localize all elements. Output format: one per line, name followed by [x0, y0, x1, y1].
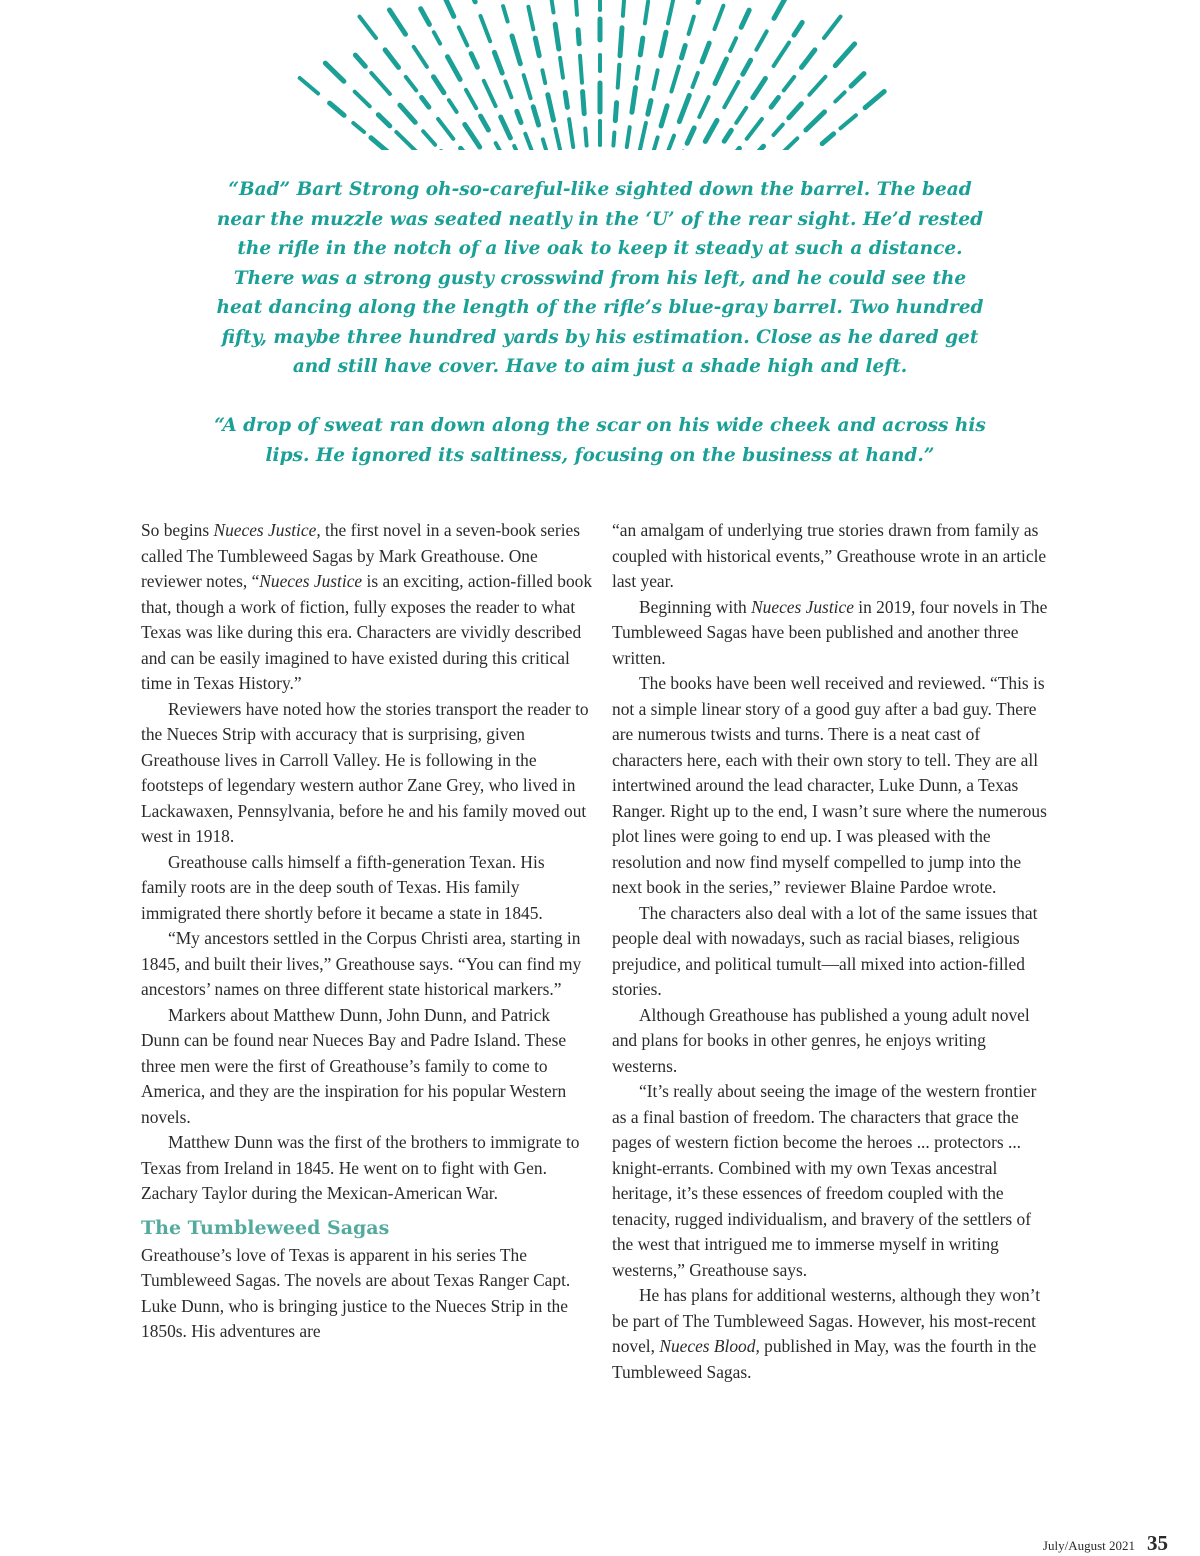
sunburst-ray-segment [353, 123, 364, 132]
sunburst-ray-segment [747, 119, 762, 139]
sunburst-ray-segment [806, 112, 825, 130]
sunburst-ray-segment [678, 152, 683, 161]
right-column [612, 518, 1052, 1385]
sunburst-ray-segment [434, 77, 444, 93]
sunburst-ray-segment [512, 36, 520, 64]
left-column [141, 518, 593, 1345]
body-paragraph: Although Greathouse has published a young adult novel and plans for books in other genres, he enjoys writing westerns. [612, 1004, 1030, 1076]
sunburst-ray-segment [481, 16, 491, 41]
sunburst-ray-segment [585, 129, 586, 146]
sunburst-ray-segment [448, 57, 461, 80]
sunburst-ray-segment [746, 146, 764, 160]
sunburst-ray-segment [661, 106, 667, 126]
sunburst-ray-segment [583, 92, 585, 114]
sunburst-ray-segment [724, 130, 731, 141]
sunburst-rays-icon [0, 0, 1200, 160]
sunburst-ray-segment [422, 98, 429, 108]
sunburst-ray-segment [560, 58, 563, 78]
body-paragraph: “an amalgam of underlying true stories drawn from family as coupled with historical events,” Greathouse wrote in an article last year. [612, 520, 1047, 591]
sunburst-ray-segment [552, 1, 554, 13]
book-title: Nueces Justice [259, 571, 363, 591]
sunburst-ray-segment [330, 103, 345, 115]
sunburst-ray-segment [542, 70, 545, 83]
sunburst-ray-segment [378, 115, 390, 126]
body-paragraph: Matthew Dunn was the first of the brothers to immigrate to Texas from Ireland in 1845. He went on to fight with Gen. Zachary Taylor during the Mexican-American War. [141, 1132, 580, 1203]
sunburst-ray-segment [715, 59, 726, 84]
body-paragraph: The characters also deal with a lot of the same issues that people deal with nowadays, such as racial biases, religious prejudice, and political tumult—all mixed into action-filled stories. [612, 902, 1038, 999]
pull-quote [212, 175, 988, 500]
sunburst-ray-segment [782, 138, 797, 153]
sunburst-ray-segment [533, 107, 538, 125]
sunburst-ray-segment [654, 70, 658, 89]
sunburst-ray-segment [565, 93, 567, 108]
body-paragraph: Beginning with Nueces Justice in 2019, four novels in The Tumbleweed Sagas have been published and another three written. [612, 596, 1048, 668]
sunburst-ray-segment [471, 54, 477, 68]
sunburst-ray-segment [687, 128, 694, 143]
body-paragraph: Greathouse calls himself a fifth-generation Texan. His family roots are in the deep south of Texas. His family immigrated there shortly before it became a state in 1845. [141, 851, 545, 923]
sunburst-ray-segment [789, 104, 802, 118]
sunburst-ray-segment [555, 24, 559, 49]
book-title: Nueces Justice [751, 596, 854, 617]
sunburst-ray-segment [496, 143, 510, 160]
book-title: Nueces Justice, [213, 520, 321, 540]
sunburst-ray-segment [465, 125, 480, 148]
sunburst-ray-segment [470, 0, 475, 2]
sunburst-ray-segment [693, 73, 698, 87]
sunburst-ray-segment [525, 134, 534, 157]
sunburst-ray-segment [555, 129, 560, 150]
sunburst-ray-segment [653, 137, 658, 152]
sunburst-ray-segment [623, 1, 624, 16]
sunburst-ray-segment [702, 43, 709, 62]
sunburst-ray-segment [724, 82, 738, 107]
sunburst-ray-segment [514, 146, 522, 160]
sunburst-ray-segment [615, 103, 616, 121]
sunburst-ray-segment [580, 56, 582, 83]
sunburst-ray-segment [753, 79, 766, 98]
sunburst-ray-segment [743, 60, 751, 74]
sunburst-ray-segment [690, 152, 699, 160]
sunburst-ray-segment [865, 92, 884, 108]
sunburst-ray-segment [698, 0, 705, 2]
sunburst-ray-segment [702, 154, 716, 160]
sunburst-ray-segment [423, 131, 435, 144]
issue-date: July/August 2021 [1042, 1538, 1135, 1553]
sunburst-ray-segment [809, 77, 825, 95]
sunburst-ray-segment [764, 159, 775, 160]
sunburst-ray-segment [613, 133, 614, 146]
sunburst-ray-segment [824, 17, 841, 38]
sunburst-ray-segment [548, 95, 554, 120]
sunburst-ray-segment [535, 38, 539, 56]
sunburst-ray-segment [441, 152, 450, 161]
sunburst-ray-segment [679, 95, 689, 121]
sunburst-ray-segment [528, 7, 533, 30]
sunburst-ray-segment [434, 32, 440, 43]
sunburst-ray-segment [466, 90, 476, 108]
sunburst-ray-segment [494, 52, 502, 73]
sunburst-ray-segment [841, 115, 856, 128]
sunburst-ray-segment [637, 67, 639, 79]
sunburst-ray-segment [517, 111, 521, 122]
sunburst-ray-segment [576, 0, 577, 15]
sunburst-ray-segment [406, 77, 416, 91]
sunburst-ray-segment [355, 55, 365, 66]
sunburst-ray-segment [640, 123, 646, 149]
sunburst-ray-segment [449, 100, 457, 112]
sunburst-ray-segment [627, 127, 630, 147]
sunburst-ray-segment [632, 88, 636, 113]
sunburst-ray-segment [682, 46, 686, 58]
book-title: Nueces Blood, [659, 1336, 760, 1356]
sunburst-ray-segment [421, 9, 430, 25]
sunburst-ray-segment [756, 31, 766, 49]
sunburst-ray-segment [705, 120, 717, 141]
sunburst-ray-segment [360, 17, 377, 38]
sunburst-ray-segment [666, 136, 674, 158]
sunburst-ray-segment [390, 10, 406, 34]
sunburst-ray-segment [484, 81, 496, 106]
sunburst-ray-segment [459, 27, 468, 45]
sunburst-ray-segment [671, 67, 679, 92]
sunburst-ray-segment [501, 117, 511, 138]
sunburst-ray-segment [524, 75, 531, 98]
page-number: 35 [1147, 1531, 1168, 1555]
sunburst-ray-segment [371, 138, 392, 155]
body-paragraph: Greathouse’s love of Texas is apparent in his series The Tumbleweed Sagas. The novels are about Texas Ranger Capt. Luke Dunn, who is bringing justice to the Nueces Strip in the 1850s. His adventures are [141, 1244, 571, 1341]
sunburst-ray-segment [385, 50, 398, 68]
sunburst-ray-segment [371, 73, 390, 94]
sunburst-ray-segment [730, 38, 736, 51]
sunburst-ray-segment [400, 105, 415, 122]
sunburst-ray-segment [741, 10, 749, 27]
pull-quote-paragraph-1: “Bad” Bart Strong oh-so-careful-like sighted down the barrel. The bead near the muzzle was seated neatly in the ‘U’ of the rear sight. He’d rested the rifle in the notch of a live oak to keep it steady at such a distance. There was a strong gusty crosswind from his left, and he could see the heat dancing along the length of the rifle’s blue-gray barrel. Two hundred fifty, maybe three hundred yards by his estimation. Close as he dared get and still have cover. Have to aim just a shade high and left. [216, 179, 984, 377]
sunburst-ray-segment [715, 6, 724, 29]
body-paragraph: “It’s really about seeing the image of the western frontier as a final bastion of freedom. The characters that grace the pages of western fiction become the heroes ... protectors ... knight-errants. Combined with my own Texas ancestral heritage, it’s these essences of freedom coupled with the tenacity, rugged individualism, and bravery of the settlers of the west that intrigued me to immerse myself in writing westerns,” Greathouse says. [612, 1081, 1037, 1280]
sunburst-ray-segment [699, 97, 708, 117]
sunburst-ray-segment [640, 38, 643, 55]
sunburst-ray-segment [774, 125, 783, 135]
sunburst-ray-segment [645, 2, 648, 24]
sunburst-ray-segment [569, 119, 573, 147]
sunburst-ray-segment [835, 92, 844, 101]
body-paragraph: So begins Nueces Justice, the first novel in a seven-book series called The Tumbleweed Sagas by Mark Greathouse. One reviewer notes, “Nueces Justice is an exciting, action-filled book that, though a work of fiction, fully exposes the reader to what Texas was like during this era. Characters are vividly described and can be easily imagined to have existed during this critical time in Texas History.” [141, 520, 593, 693]
pull-quote-paragraph-2: “A drop of sweat ran down along the scar on his wide cheek and across his lips. He ignored its saltiness, focusing on the business at hand.” [214, 415, 986, 466]
sunburst-ray-segment [789, 153, 811, 160]
sunburst-ray-segment [355, 92, 370, 107]
sunburst-ray-segment [727, 148, 739, 160]
sunburst-ray-segment [543, 139, 547, 152]
sunburst-ray-segment [414, 47, 427, 67]
sunburst-ray-segment [618, 65, 620, 88]
sunburst-ray-segment [648, 101, 651, 115]
sunburst-ray-segment [300, 78, 318, 94]
body-paragraph: Markers about Matthew Dunn, John Dunn, and Patrick Dunn can be found near Nueces Bay and Padre Island. These three men were the first of Greathouse’s family to come to America, and they are the inspiration for his popular Western novels. [141, 1004, 567, 1127]
sunburst-ray-segment [578, 30, 579, 44]
body-paragraph: “My ancestors settled in the Corpus Christi area, starting in 1845, and built their lives,” Greathouse says. “You can find my ancestors’ names on three different state historical markers.” [141, 928, 582, 999]
sunburst-ray-segment [774, 43, 789, 66]
sunburst-ray-segment [396, 132, 417, 152]
sunburst-ray-segment [668, 0, 674, 23]
sunburst-ray-segment [851, 74, 864, 87]
section-subheading: The Tumbleweed Sagas [141, 1216, 390, 1239]
sunburst-ray-segment [505, 81, 511, 97]
sunburst-ray-segment [443, 0, 454, 16]
sunburst-ray-segment [661, 32, 666, 56]
body-paragraph: Reviewers have noted how the stories transport the reader to the Nueces Strip with accuracy that is surprising, given Greathouse lives in Carroll Valley. He is following in the footsteps of legendary western author Zane Grey, who lived in Lackawaxen, Pennsylvania, before he and his family moved out west in 1918. [141, 698, 589, 846]
sunburst-ray-segment [794, 23, 802, 36]
sunburst-ray-segment [461, 148, 473, 160]
sunburst-ray-segment [481, 116, 489, 130]
sunburst-ray-segment [802, 50, 815, 68]
sunburst-ray-segment [771, 98, 778, 108]
sunburst-ray-segment [822, 134, 833, 144]
sunburst-ray-segment [774, 0, 787, 18]
sunburst-ray-segment [736, 108, 746, 123]
sunburst-ray-segment [689, 17, 694, 34]
sunburst-ray-segment [486, 157, 498, 160]
body-paragraph: The books have been well received and reviewed. “This is not a simple linear story of a good guy after a bad guy. There are numerous twists and turns. There is a neat cast of characters here, each with their own story to tell. They are all intertwined around the lead character, Luke Dunn, a Texas Ranger. Right up to the end, I wasn’t sure where the numerous plot lines were going to end up. I was pleased with the resolution and now find myself compelled to jump into the next book in the series,” reviewer Blaine Pardoe wrote. [612, 673, 1047, 897]
page-footer [1043, 1531, 1168, 1556]
body-paragraph: He has plans for additional westerns, although they won’t be part of The Tumbleweed Sagas. However, his most-recent novel, Nueces Blood, published in May, was the fourth in the Tumbleweed Sagas. [612, 1285, 1041, 1382]
sunburst-ray-segment [620, 28, 622, 56]
sunburst-ray-segment [503, 6, 508, 21]
sunburst-ray-segment [438, 119, 453, 139]
sunburst-ray-segment [835, 44, 854, 66]
sunburst-ray-segment [784, 77, 794, 91]
sunburst-ray-segment [325, 63, 344, 81]
